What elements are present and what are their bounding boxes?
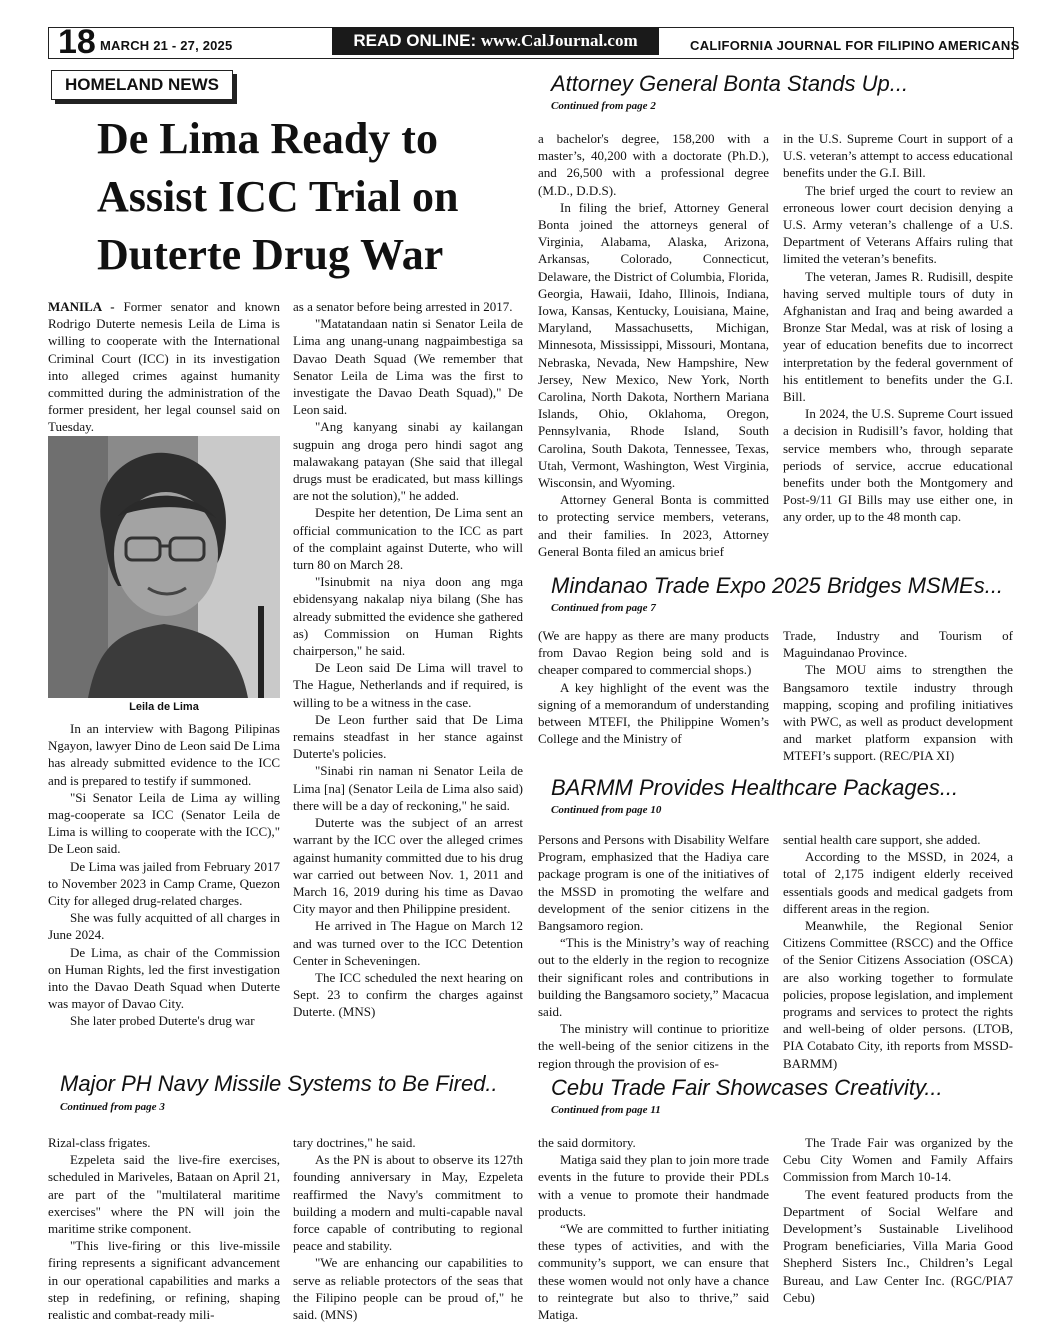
barmm-column-2 bbox=[783, 831, 1013, 1072]
section-label: HOMELAND NEWS bbox=[51, 70, 233, 100]
paragraph: Rizal-class frigates. bbox=[48, 1135, 151, 1150]
paragraph: Attorney General Bonta is committed to protecting service members, veterans, and their families. In 2023, Attorney General Bonta filed an amicus brief bbox=[538, 492, 769, 559]
paragraph: The veteran, James R. Rudisill, despite having served multiple tours of duty in Afghanistan and Iraq and being awarded a Bronze Star Medal, was at risk of losing a year of education benefits due to incorrect interpretation by the federal government of his entitlement to benefits under the G.I. Bill. bbox=[783, 268, 1013, 405]
paragraph: Persons and Persons with Disability Welfare Program, emphasized that the Hadiya care package program is one of the initiatives of the MSSD in promoting the welfare and development of the senior citizens in the Bangsamoro region. bbox=[538, 832, 769, 934]
navy-continued: Continued from page 3 bbox=[60, 1101, 165, 1113]
paragraph: As the PN is about to observe its 127th founding anniversary in May, Ezpeleta reaffirmed the Navy's commitment to building a modern and multi-capable naval force capable of contributing to regional peace and stability. bbox=[293, 1152, 523, 1254]
paragraph: Ezpeleta said the live-fire exercises, scheduled in Mariveles, Bataan on April 21, are part of the "multilateral maritime exercises" where the PN will join the maritime strike component. bbox=[48, 1152, 280, 1237]
paragraph: The ministry will continue to prioritize the well-being of the senior citizens in the region through the provision of es- bbox=[538, 1021, 769, 1071]
barmm-column-1 bbox=[538, 831, 769, 1072]
read-online-url[interactable]: www.CalJournal.com bbox=[480, 31, 638, 50]
navy-column-2 bbox=[293, 1134, 523, 1323]
mindanao-column-1 bbox=[538, 627, 769, 747]
read-online-banner bbox=[332, 27, 659, 55]
paragraph: "Matatandaan natin si Senator Leila de Lima ang unang-unang nagpaimbestiga sa Davao Death Squad (We remember that Senator Leila de Lima was the first to investigate the Davao Death Squad)," De Leon said. bbox=[293, 316, 523, 418]
paragraph: "Ang kanyang sinabi ay kailangan sugpuin ang droga pero hindi sagot ang malawakang patayan (She said that illegal drugs must be eradicated, but mass killings are not the solution)," he added. bbox=[293, 419, 523, 504]
paragraph: According to the MSSD, in 2024, a total of 2,175 indigent elderly received essentials goods and medical gadgets from different areas in the region. bbox=[783, 849, 1013, 916]
paragraph: "Si Senator Leila de Lima ay willing mag-cooperate sa ICC (Senator Leila de Lima is willing to cooperate with the ICC)," De Leon said. bbox=[48, 789, 280, 857]
portrait-photo bbox=[48, 436, 280, 698]
paragraph: as a senator before being arrested in 2017. bbox=[293, 299, 513, 314]
cebu-column-2 bbox=[783, 1134, 1013, 1306]
paragraph: She later probed Duterte's drug war bbox=[70, 1013, 255, 1029]
barmm-continued: Continued from page 10 bbox=[551, 804, 662, 816]
paragraph: She was fully acquitted of all charges in June 2024. bbox=[48, 910, 280, 943]
paragraph: De Lima, as chair of the Commission on Human Rights, led the first investigation into the Davao Death Squad when Duterte was mayor of Davao City. bbox=[48, 944, 280, 1012]
cebu-continued: Continued from page 11 bbox=[551, 1104, 661, 1116]
navy-kicker: Major PH Navy Missile Systems to Be Fired.. bbox=[60, 1071, 498, 1096]
paragraph: the said dormitory. bbox=[538, 1135, 636, 1150]
paragraph: In 2024, the U.S. Supreme Court issued a decision in Rudisill’s favor, holding that service members who, through separate periods of service, accrue educational benefits under both the Montgomery and Post-9/11 GI Bills may use either one, in any order, up to the 48 month cap. bbox=[783, 406, 1013, 525]
paragraph: Matiga said they plan to join more trade events in the future to provide their PDLs with a venue to promote their handmade products. bbox=[538, 1152, 769, 1219]
bonta-column-2 bbox=[783, 130, 1013, 526]
paragraph: (We are happy as there are many products from Davao Region being sold and is cheaper compared to commercial shops.) bbox=[538, 628, 769, 678]
bonta-kicker: Attorney General Bonta Stands Up... bbox=[551, 71, 909, 96]
paragraph: "Isinubmit na niya doon ang mga ebidensyang nakalap niya bilang (She has already submitted the evidence she gathered as) Commission on Human Rights chairperson," he said. bbox=[293, 574, 523, 659]
paragraph: De Leon said De Lima will travel to The Hague, Netherlands and if required, is willing to be a witness in the case. bbox=[293, 660, 523, 710]
mindanao-column-2 bbox=[783, 627, 1013, 765]
paragraph: “This is the Ministry’s way of reaching out to the elderly in the region to recognize their significant roles and contributions in building the Bangsamoro society,” Macacua said. bbox=[538, 935, 769, 1020]
lead-intro-column bbox=[48, 298, 280, 436]
paragraph: De Lima was jailed from February 2017 to November 2023 in Camp Crame, Quezon City for alleged drug-related charges. bbox=[48, 858, 280, 909]
paragraph: Duterte was the subject of an arrest warrant by the ICC over the alleged crimes against humanity committed due to his drug war carried out between Nov. 1, 2011 and March 16, 2019 during his time as Davao City mayor and then Philippine president. bbox=[293, 815, 523, 917]
lead-intro-paragraph bbox=[48, 298, 280, 436]
paragraph: a bachelor's degree, 158,200 with a master’s, 40,200 with a doctorate (Ph.D.), and 26,500 with a professional degree (M.D., D.D.S). bbox=[538, 131, 769, 198]
paragraph: He arrived in The Hague on March 12 and was turned over to the ICC Detention Center in Scheveningen. bbox=[293, 918, 523, 968]
lead-column-2 bbox=[293, 298, 523, 1021]
paragraph: A key highlight of the event was the signing of a memorandum of understanding between MTEFI, the Philippine Women’s College and the Ministry of bbox=[538, 679, 769, 747]
cebu-column-1 bbox=[538, 1134, 769, 1323]
photo-caption: Leila de Lima bbox=[129, 701, 199, 713]
page-number: 18 bbox=[58, 23, 96, 61]
bonta-column-1 bbox=[538, 130, 769, 560]
navy-column-1 bbox=[48, 1134, 280, 1323]
cebu-kicker: Cebu Trade Fair Showcases Creativity... bbox=[551, 1075, 943, 1100]
lead-intro-text: Former senator and known Rodrigo Duterte nemesis Leila de Lima is willing to cooperate with the International Criminal Court (ICC) in its investigation into alleged crimes against humanity committed during the administration of the former president, her legal counsel said on Tuesday. bbox=[48, 299, 281, 435]
paragraph: The ICC scheduled the next hearing on Sept. 23 to confirm the charges against Duterte. (MNS) bbox=[293, 969, 523, 1020]
barmm-kicker: BARMM Provides Healthcare Packages... bbox=[551, 775, 959, 800]
paragraph: In an interview with Bagong Pilipinas Ngayon, lawyer Dino de Leon said De Lima has already submitted evidence to the ICC and is prepared to testify if summoned. bbox=[48, 721, 280, 788]
dateline: MANILA - bbox=[48, 299, 124, 314]
lead-column-1 bbox=[48, 720, 280, 1030]
paragraph: In filing the brief, Attorney General Bonta joined the attorneys general of Virginia, Alabama, Alaska, Arizona, Arkansas, Colorado, Connecticut, Delaware, the District of Columbia, Florida, Georgia, Hawaii, Idaho, Illinois, Indiana, Iowa, Kansas, Kentucky, Louisiana, Maine, Maryland, Massachusetts, Michigan, Minnesota, Mississippi, Missouri, Montana, Nebraska, Nevada, New Hampshire, New Jersey, New Mexico, New York, North Carolina, North Dakota, Northern Mariana Islands, Ohio, Oklahoma, Oregon, Pennsylvania, Rhode Island, South Carolina, South Dakota, Tennessee, Texas, Utah, Vermont, Washington, West Virginia, Wisconsin, and Wyoming. bbox=[538, 199, 769, 491]
paragraph: sential health care support, she added. bbox=[783, 832, 981, 847]
paragraph: in the U.S. Supreme Court in support of a U.S. veteran’s attempt to access educational benefits under the G.I. Bill. bbox=[783, 131, 1013, 181]
mindanao-kicker: Mindanao Trade Expo 2025 Bridges MSMEs... bbox=[551, 573, 1004, 598]
paragraph: Despite her detention, De Lima sent an official communication to the ICC as part of the complaint against Duterte, who will turn 80 on March 28. bbox=[293, 505, 523, 573]
paragraph: “We are committed to further initiating these types of activities, and with the community’s support, we can ensure that these women would not only have a chance to reintegrate but also to thrive,” said Matiga. bbox=[538, 1221, 769, 1323]
paragraph: tary doctrines," he said. bbox=[293, 1135, 416, 1150]
paragraph: Trade, Industry and Tourism of Maguindanao Province. bbox=[783, 628, 1013, 661]
paragraph: The Trade Fair was organized by the Cebu City Women and Family Affairs Commission from March 10-14. bbox=[783, 1135, 1013, 1185]
paragraph: De Leon further said that De Lima remains steadfast in her stance against Duterte's policies. bbox=[293, 711, 523, 762]
mindanao-continued: Continued from page 7 bbox=[551, 602, 656, 614]
issue-date: MARCH 21 - 27, 2025 bbox=[100, 38, 233, 53]
lead-headline: De Lima Ready to Assist ICC Trial on Duterte Drug War bbox=[97, 114, 459, 279]
bonta-continued: Continued from page 2 bbox=[551, 100, 656, 112]
read-online-label: READ ONLINE: bbox=[353, 31, 477, 50]
paragraph: The brief urged the court to review an erroneous lower court decision denying a U.S. Army veteran’s challenge of a U.S. Department of Veterans Affairs ruling that limited the veteran’s benefits. bbox=[783, 182, 1013, 267]
paragraph: The MOU aims to strengthen the Bangsamoro textile industry through mapping, scoping and profiling initiatives with PWC, as well as product development and market platform expansion with MTEFI’s support. (REC/PIA XI) bbox=[783, 662, 1013, 764]
publication-name: CALIFORNIA JOURNAL FOR FILIPINO AMERICANS bbox=[690, 38, 1020, 53]
paragraph: "Sinabi rin naman ni Senator Leila de Lima [na] (Senator Leila de Lima also said) there will be a day of reckoning," he said. bbox=[293, 763, 523, 813]
paragraph: "We are enhancing our capabilities to serve as reliable protectors of the seas that the Filipino people can be proud of," he said. (MNS) bbox=[293, 1255, 523, 1323]
paragraph: The event featured products from the Department of Social Welfare and Development’s Sustainable Livelihood Program beneficiaries, Villa Maria Good Shepherd Sisters Inc., Children’s Legal Bureau, and Law Center Inc. (RGC/PIA7 Cebu) bbox=[783, 1186, 1013, 1305]
paragraph: "This live-firing or this live-missile firing represents a significant advancement in our operational capabilities and marks a step in redefining, or refining, shaping realistic and combat-ready mili- bbox=[48, 1238, 280, 1323]
paragraph: Meanwhile, the Regional Senior Citizens Committee (RSCC) and the Office of the Senior Citizens Association (OSCA) are also working together to formulate policies, propose legislation, and implement programs and services to protect the rights and well-being of older persons. (LTOB, PIA Cotabato City, ith reports from MSSD-BARMM) bbox=[783, 918, 1013, 1071]
portrait-image bbox=[48, 436, 280, 698]
